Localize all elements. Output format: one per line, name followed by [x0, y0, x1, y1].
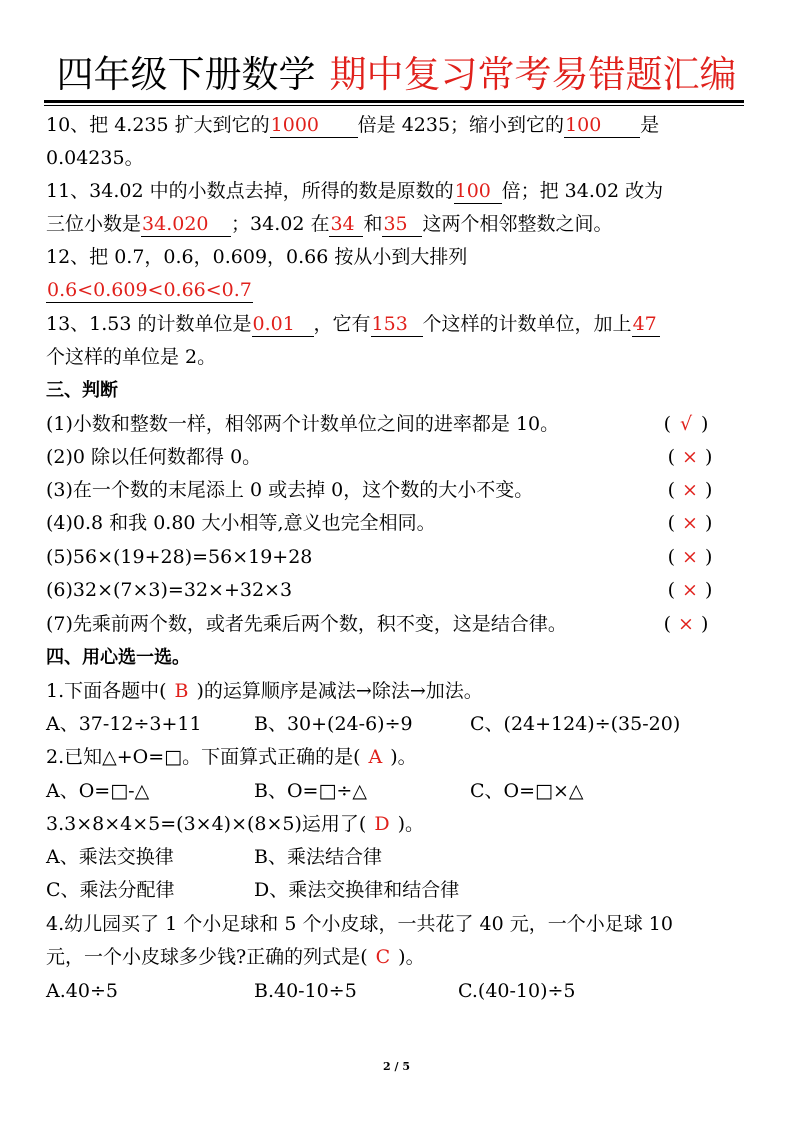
q10-answer1: 1000	[270, 113, 358, 138]
page-title	[0, 52, 793, 98]
q13-answer2: 153	[371, 312, 423, 337]
q11-answer2: 34.020	[141, 212, 231, 237]
q11-answer4: 35	[382, 212, 422, 237]
choice-1-answer: B	[174, 680, 189, 702]
choice-3-question: 3.3×8×4×5=(3×4)×(8×5)运用了( D )。	[46, 813, 424, 835]
choice-2-option-b: B、O=□÷△	[254, 780, 367, 802]
judgement-5-mark: ×	[682, 546, 698, 568]
judgement-3-mark: ×	[682, 479, 698, 501]
title-rule-thick	[44, 100, 744, 103]
judgement-7-bracket: ( × )	[656, 610, 716, 638]
choice-3-option-b: B、乘法结合律	[254, 846, 382, 868]
title-red: 期中复习常考易错题汇编	[329, 53, 737, 96]
choice-3-option-c: C、乘法分配律	[46, 879, 175, 901]
section-3-heading: 三、判断	[46, 380, 118, 401]
judgement-2-mark: ×	[682, 446, 698, 468]
choice-2-option-a: A、O=□-△	[46, 780, 150, 802]
choice-4-option-c: C.(40-10)÷5	[458, 980, 576, 1002]
title-rule-thin	[44, 105, 744, 106]
judgement-1-bracket: ( √ )	[656, 410, 716, 438]
judgement-3: (3)在一个数的末尾添上 0 或去掉 0，这个数的大小不变。	[46, 479, 534, 501]
q13-line2: 个这样的单位是 2。	[46, 346, 217, 368]
choice-1-question: 1.下面各题中( B )的运算顺序是减法→除法→加法。	[46, 680, 483, 702]
judgement-4-bracket: ( × )	[660, 509, 720, 537]
judgement-1: (1)小数和整数一样，相邻两个计数单位之间的进率都是 10。	[46, 413, 560, 435]
choice-2-option-c: C、O=□×△	[470, 780, 584, 802]
q12-line2	[46, 276, 253, 304]
choice-2-question: 2.已知△+O=□。下面算式正确的是( A )。	[46, 746, 417, 768]
q11-line1: 11、34.02 中的小数点去掉，所得的数是原数的100 倍；把 34.02 改为	[46, 180, 664, 202]
judgement-6-bracket: ( × )	[660, 576, 720, 604]
judgement-6-mark: ×	[682, 579, 698, 601]
judgement-5: (5)56×(19+28)=56×19+28	[46, 546, 313, 568]
choice-4-option-a: A.40÷5	[46, 980, 118, 1002]
choice-1-option-a: A、37-12÷3+11	[46, 713, 202, 735]
judgement-7-mark: ×	[678, 613, 694, 635]
q12-answer: 0.6<0.609<0.66<0.7	[47, 279, 252, 301]
judgement-6: (6)32×(7×3)=32×+32×3	[46, 579, 293, 601]
q11-answer3: 34	[329, 212, 363, 237]
title-black: 四年级下册数学	[56, 53, 316, 96]
q11-answer1: 100	[454, 179, 502, 204]
choice-1-option-c: C、(24+124)÷(35-20)	[470, 713, 681, 735]
judgement-1-mark: √	[679, 413, 693, 435]
q11-line2: 三位小数是34.020 ；34.02 在34 和35 这两个相邻整数之间。	[46, 213, 613, 235]
q12-line1: 12、把 0.7，0.6，0.609，0.66 按从小到大排列	[46, 246, 468, 268]
judgement-4-mark: ×	[682, 512, 698, 534]
page-number: 2 / 5	[383, 1060, 410, 1073]
choice-1-option-b: B、30+(24-6)÷9	[254, 713, 413, 735]
q10-line2: 0.04235。	[46, 147, 144, 169]
section-4-heading: 四、用心选一选。	[46, 647, 190, 668]
choice-4-question-line2: 元，一个小皮球多少钱?正确的列式是( C )。	[46, 946, 425, 968]
judgement-2: (2)0 除以任何数都得 0。	[46, 446, 262, 468]
q10-answer2: 100	[564, 113, 640, 138]
judgement-4: (4)0.8 和我 0.80 大小相等,意义也完全相同。	[46, 512, 436, 534]
q13-line1: 13、1.53 的计数单位是0.01 ，它有153 个这样的计数单位，加上47	[46, 310, 660, 338]
judgement-7: (7)先乘前两个数，或者先乘后两个数，积不变，这是结合律。	[46, 613, 567, 635]
choice-3-option-a: A、乘法交换律	[46, 846, 174, 868]
q13-answer3: 47	[632, 312, 660, 337]
judgement-3-bracket: ( × )	[660, 476, 720, 504]
choice-4-question-line1: 4.幼儿园买了 1 个小足球和 5 个小皮球，一共花了 40 元，一个小足球 10	[46, 913, 673, 935]
judgement-2-bracket: ( × )	[660, 443, 720, 471]
judgement-5-bracket: ( × )	[660, 543, 720, 571]
choice-4-answer: C	[375, 946, 391, 968]
choice-4-option-b: B.40-10÷5	[254, 980, 357, 1002]
choice-3-answer: D	[374, 813, 390, 835]
q10-line1: 10、把 4.235 扩大到它的1000 倍是 4235；缩小到它的100 是	[46, 114, 660, 136]
choice-3-option-d: D、乘法交换律和结合律	[254, 879, 460, 901]
q13-answer1: 0.01	[252, 312, 314, 337]
choice-2-answer: A	[368, 746, 383, 768]
